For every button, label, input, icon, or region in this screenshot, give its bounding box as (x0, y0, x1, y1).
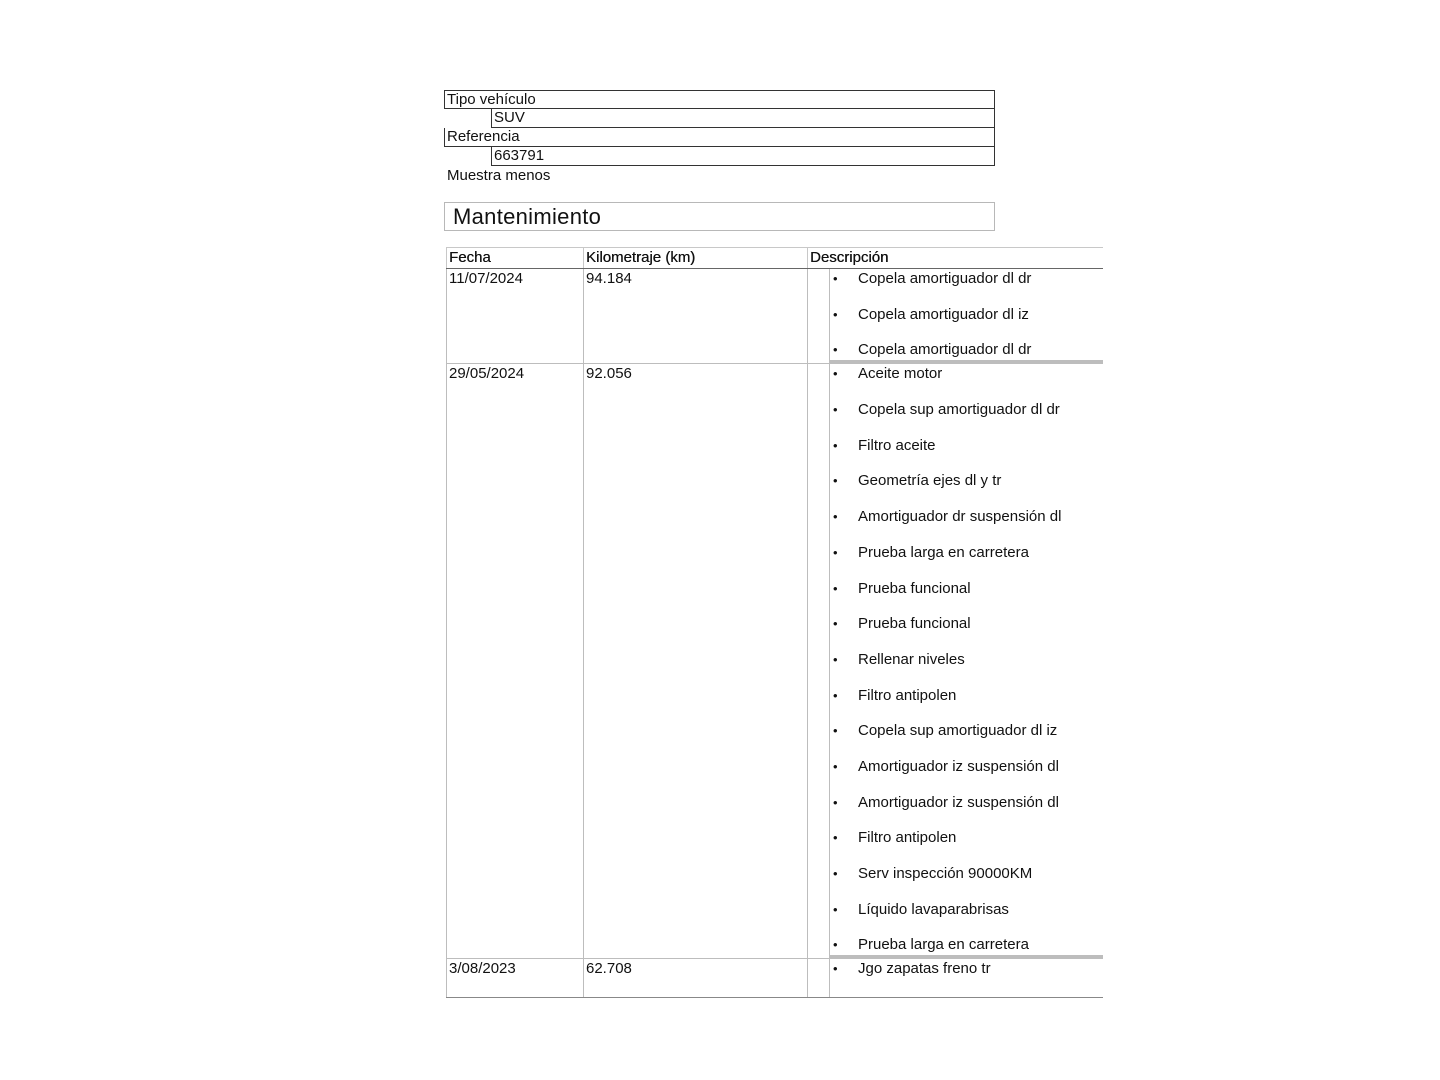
bullet-icon: • (833, 961, 838, 977)
list-item-text: Serv inspección 90000KM (858, 865, 1033, 882)
list-item (830, 400, 1103, 436)
bullet-icon: • (833, 437, 838, 453)
list-item (830, 471, 1103, 507)
list-item-text: Copela amortiguador dl dr (858, 270, 1032, 287)
bullet-icon: • (833, 342, 838, 358)
entry-km: 62.708 (584, 959, 808, 998)
bullet-icon: • (833, 544, 838, 560)
list-item-text: Copela amortiguador dl iz (858, 305, 1029, 323)
show-less-link[interactable]: Muestra menos (447, 167, 551, 184)
list-item-text: Copela amortiguador dl dr (858, 341, 1032, 359)
maintenance-entries (447, 269, 1103, 998)
list-item-text: Aceite motor (858, 365, 943, 383)
list-item (830, 864, 1103, 900)
reference-label: Referencia (444, 128, 995, 147)
entry-date: 11/07/2024 (447, 269, 584, 364)
list-item (830, 340, 1103, 360)
list-item-text: Copela sup amortiguador dl iz (858, 722, 1058, 740)
list-item (830, 543, 1103, 579)
list-item-text: Filtro aceite (858, 436, 936, 454)
entry-km: 92.056 (584, 364, 808, 959)
entry-spacer-cell (808, 959, 830, 998)
list-item-text: Geometría ejes dl y tr (858, 472, 1002, 490)
list-item-text: Prueba larga en carretera (858, 543, 1029, 561)
list-item (830, 721, 1103, 757)
column-header-description: Descripción (808, 248, 1103, 269)
list-item (830, 959, 1103, 979)
entry-spacer-cell (808, 364, 830, 959)
list-item (830, 507, 1103, 543)
bullet-icon: • (833, 509, 838, 525)
description-list (830, 269, 1103, 363)
entry-date: 3/08/2023 (447, 959, 584, 998)
table-header-row (447, 248, 1103, 269)
bullet-icon: • (833, 901, 838, 917)
list-item (830, 828, 1103, 864)
list-item-text: Copela sup amortiguador dl dr (858, 401, 1060, 419)
bullet-icon: • (833, 866, 838, 881)
list-item (830, 305, 1103, 341)
bullet-icon: • (833, 271, 838, 286)
list-item (830, 757, 1103, 793)
list-item-text: Filtro antipolen (858, 686, 957, 704)
bullet-icon: • (833, 616, 838, 632)
entry-description (830, 959, 1103, 998)
bullet-icon: • (833, 687, 838, 703)
list-item (830, 364, 1103, 400)
vehicle-details (444, 90, 995, 185)
bullet-icon: • (833, 830, 838, 846)
list-item (830, 900, 1103, 936)
bullet-icon: • (833, 794, 838, 810)
bullet-icon: • (833, 366, 838, 382)
list-item-text: Prueba funcional (858, 615, 971, 633)
entry-description (830, 364, 1103, 959)
list-item-text: Rellenar niveles (858, 650, 965, 668)
list-item-text: Amortiguador iz suspensión dl (858, 757, 1059, 775)
bullet-icon: • (833, 937, 838, 953)
list-item (830, 436, 1103, 472)
description-list (830, 364, 1103, 958)
maintenance-table (446, 247, 1103, 998)
vehicle-type-label: Tipo vehículo (444, 90, 995, 109)
entry-date: 29/05/2024 (447, 364, 584, 959)
bullet-icon: • (833, 473, 838, 489)
list-item (830, 793, 1103, 829)
description-list (830, 959, 1103, 979)
list-item-text: Prueba funcional (858, 579, 971, 597)
list-item (830, 650, 1103, 686)
table-row (447, 364, 1103, 959)
table-row (447, 959, 1103, 998)
maintenance-title: Mantenimiento (444, 202, 995, 231)
bullet-icon: • (833, 758, 838, 774)
list-item (830, 269, 1103, 305)
entry-spacer-cell (808, 269, 830, 364)
bullet-icon: • (833, 402, 838, 418)
bullet-icon: • (833, 580, 838, 596)
list-item (830, 686, 1103, 722)
list-item-text: Prueba larga en carretera (858, 936, 1029, 954)
entry-km: 94.184 (584, 269, 808, 364)
column-header-date: Fecha (447, 248, 584, 269)
vehicle-type-value: SUV (491, 109, 995, 128)
list-item-text: Amortiguador iz suspensión dl (858, 793, 1059, 811)
list-item-text: Líquido lavaparabrisas (858, 900, 1009, 918)
list-item (830, 935, 1103, 955)
bullet-icon: • (833, 306, 838, 322)
table-row (447, 269, 1103, 364)
bullet-icon: • (833, 723, 838, 739)
list-item-text: Jgo zapatas freno tr (858, 960, 991, 978)
list-item (830, 579, 1103, 615)
bullet-icon: • (833, 651, 838, 667)
list-item-text: Amortiguador dr suspensión dl (858, 508, 1062, 526)
column-header-km: Kilometraje (km) (584, 248, 808, 269)
list-item-text: Filtro antipolen (858, 829, 957, 847)
list-item (830, 614, 1103, 650)
entry-description (830, 269, 1103, 364)
reference-value: 663791 (491, 147, 995, 166)
